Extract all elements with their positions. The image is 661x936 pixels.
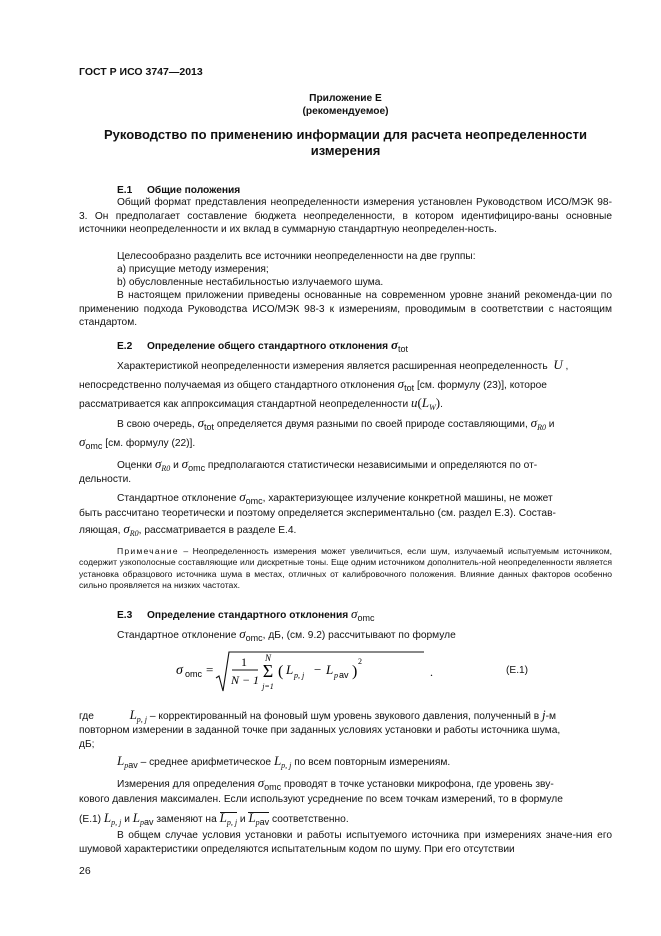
section-e3-heading — [117, 607, 612, 626]
doc-title — [79, 127, 612, 159]
text: Стандартное отклонение — [117, 493, 237, 504]
note-text: – Неопределенность измерения может увеличиться, если шум, излучаемый испытуемым источником, содержит узкополосные составляющие или дискретные тоны. Еще одним источником дополнитель-ной неопределенности является установка образцового источника шума в местах, отличных от калибровочного положения. Влияние данных факторов особенно сильно проявляется на низких частотах. — [79, 546, 612, 591]
symbol-L: L — [117, 753, 125, 768]
section-title: Определение стандартного отклонения — [147, 610, 349, 621]
section-number: Е.3 — [117, 610, 133, 621]
e3-paragraph-2-line1 — [79, 776, 612, 795]
e3-paragraph-2-line2: кового давления максимален. Если используют усреднение по всем точкам измерений, то в формуле — [79, 794, 563, 805]
subscript-W: W — [429, 403, 436, 412]
subscript-R0: R0 — [129, 529, 139, 538]
svg-text:−: − — [314, 662, 322, 677]
text: (Е.1) — [79, 814, 102, 825]
subscript-R0: R0 — [537, 423, 546, 432]
doc-title-line1: Руководство по применению информации для расчета неопределенности — [103, 127, 587, 142]
subscript-omc: omc — [85, 441, 103, 451]
e1-paragraph-2: Целесообразно разделить все источники неопределенности на две группы: — [117, 251, 476, 262]
mean-definition — [79, 754, 612, 773]
subscript-omc: omc — [357, 613, 375, 623]
sigma-symbol: σ — [197, 415, 205, 430]
formula-e1 — [176, 652, 476, 692]
annex-status: (рекомендуемое) — [302, 106, 389, 117]
subscript-av: av — [144, 817, 154, 827]
text: В свою очередь, — [117, 419, 195, 430]
text: и — [124, 814, 130, 825]
symbol-j: j — [542, 707, 546, 722]
subscript-av: av — [128, 760, 138, 770]
subscript-tot: tot — [404, 383, 415, 393]
text: соответственно. — [272, 814, 349, 825]
svg-text:2: 2 — [358, 657, 362, 666]
section-number: Е.2 — [117, 341, 133, 352]
text: [см. формулу (23)], которое — [416, 380, 547, 391]
text: проводят в точке установки микрофона, где уровень зву- — [284, 779, 554, 790]
symbol-L: L — [219, 810, 227, 825]
subscript-p: p — [140, 818, 145, 827]
text: заменяют на — [156, 814, 217, 825]
sigma-symbol: σ — [397, 376, 405, 391]
sigma-symbol: σ — [257, 775, 265, 790]
e2-paragraph-3-line2: дельности. — [79, 474, 132, 485]
symbol-u: u — [410, 395, 418, 410]
text: , рассматривается в разделе Е.4. — [138, 525, 297, 536]
subscript-pj: p, j — [281, 761, 292, 770]
formula-subscript-pj: p, j — [294, 671, 305, 680]
text: [см. формулу (22)]. — [105, 438, 196, 449]
subscript-p: p — [124, 761, 129, 770]
text: и — [239, 814, 246, 825]
formula-L: L — [286, 662, 294, 677]
e2-paragraph-1-line3: рассматривается как аппроксимация стандартной неопределенности $u(L_W)$. — [79, 395, 443, 412]
text: определяется двумя разными по своей природе составляющими, — [216, 419, 528, 430]
svg-text:(: ( — [278, 663, 284, 680]
subscript-pj: p, j — [111, 818, 122, 827]
text: Стандартное отклонение — [117, 630, 237, 641]
subscript-av: av — [259, 817, 270, 827]
section-title: Определение общего стандартного отклонения — [147, 341, 389, 352]
subscript-pj: p, j — [226, 818, 238, 827]
document-header: ГОСТ Р ИСО 3747—2013 — [79, 66, 203, 78]
e2-paragraph-4-line3 — [79, 522, 612, 541]
text: Оценки — [117, 460, 153, 471]
doc-title-line2: измерения — [310, 143, 381, 158]
formula-sigma: σ — [176, 663, 183, 678]
formula-subscript-p: p — [334, 671, 338, 680]
e1-list-item-a: a) присущие методу измерения; — [117, 264, 269, 275]
subscript-omc: omc — [264, 782, 282, 792]
subscript-tot: tot — [204, 422, 215, 432]
subscript-p: p — [255, 818, 260, 827]
formula-L: L — [326, 662, 334, 677]
text: – корректированный на фоновый шум уровень звукового давления, полученный в — [149, 711, 540, 722]
e3-paragraph-3: В общем случае условия установки и работы испытуемого источника при измерениях значе-ния его шумовой характеристики определяются испытательным кодом по шуму. При его отсутствии — [79, 830, 612, 855]
e2-note — [79, 546, 612, 592]
fraction-numerator: 1 — [241, 655, 247, 669]
text: рассматривается как аппроксимация стандартной неопределенности — [79, 399, 409, 410]
text: и — [548, 419, 555, 430]
where-line3: дБ; — [79, 739, 95, 750]
e1-list-item-b: b) обусловленные нестабильностью излучаемого шума. — [117, 277, 384, 288]
e2-paragraph-4-line2: быть рассчитано теоретически и поэтому определяется экспериментально (см. раздел Е.3). Состав- — [79, 508, 556, 519]
sigma-symbol: σ — [123, 521, 130, 536]
formula-subscript-omc: omc — [185, 669, 203, 679]
formula-period: . — [430, 665, 433, 679]
svg-text:=: = — [206, 662, 214, 677]
text: и — [173, 460, 179, 471]
sum-lower-limit: j=1 — [262, 682, 274, 691]
annex-title: Приложение Е — [309, 93, 382, 104]
symbol-L: L — [103, 810, 112, 825]
subscript-pj: p, j — [136, 715, 148, 724]
sigma-symbol: σ — [239, 489, 246, 504]
sigma-symbol: σ — [351, 606, 358, 621]
e2-paragraph-1-line2 — [79, 377, 612, 396]
svg-text:): ) — [352, 663, 358, 680]
formula-subscript-av: av — [339, 670, 349, 680]
subscript-omc: omc — [245, 633, 263, 643]
e2-paragraph-1-line1: Характеристикой неопределенности измерения является расширенная неопределенность U , — [117, 357, 569, 372]
e2-paragraph-2-line2 — [79, 435, 612, 454]
e1-paragraph-1: Общий формат представления неопределенности измерения установлен Руководством ИСО/МЭК 98-3. Он предполагает составление бюджета неопределенности, в котором идентифициро-ваны основные источники неопределенности и их вклад в суммарную стандартную неопределен-ность. — [79, 197, 612, 235]
symbol-L: L — [132, 810, 141, 825]
text: где — [79, 711, 94, 722]
text: Характеристикой неопределенности измерения является расширенная неопределенность — [117, 361, 548, 372]
equation-number: (Е.1) — [506, 665, 529, 676]
e3-paragraph-1 — [79, 627, 612, 646]
text: -м — [545, 711, 557, 722]
sigma-symbol: σ — [181, 456, 189, 471]
subscript-omc: omc — [245, 496, 263, 506]
where-line2: повторном измерении в заданной точке при заданных условиях установки и работы источника шума, — [79, 725, 561, 736]
sigma-symbol: σ — [239, 626, 246, 641]
e2-paragraph-2-line1 — [79, 416, 612, 435]
section-e2-heading — [117, 338, 612, 357]
fraction-denominator: N − 1 — [230, 673, 260, 687]
sum-upper-limit: N — [264, 653, 272, 663]
sigma-symbol: σ — [154, 456, 162, 471]
section-title: Общие положения — [147, 185, 241, 196]
symbol-L: L — [421, 395, 430, 410]
page-number: 26 — [79, 865, 91, 877]
text: , дБ, (см. 9.2) рассчитывают по формуле — [262, 630, 456, 641]
e2-paragraph-4-line1 — [79, 490, 612, 509]
text: по всем повторным измерениям. — [294, 757, 451, 768]
sigma-symbol: σ — [530, 415, 538, 430]
e1-paragraph-3: В настоящем приложении приведены основанные на современном уровне знаний рекоменда-ции по применению подхода Руководства ИСО/МЭК 98-3 к измерениям, проводимым в соответствии с настоящим стандартом. — [79, 290, 612, 328]
text: ляющая, — [79, 525, 121, 536]
symbol-L: L — [248, 810, 256, 825]
sum-symbol: Σ — [262, 661, 274, 681]
e3-paragraph-2-line3 — [79, 811, 612, 830]
sigma-symbol: σ — [79, 434, 86, 449]
note-label: Примечание — [117, 546, 179, 556]
symbol-L: L — [129, 707, 137, 722]
section-number: Е.1 — [117, 185, 133, 196]
text: Измерения для определения — [117, 779, 255, 790]
symbol-U: U — [553, 357, 563, 372]
text: , характеризующее излучение конкретной машины, не может — [262, 493, 553, 504]
subscript-tot: tot — [397, 344, 408, 354]
symbol-L: L — [273, 753, 282, 768]
text: непосредственно получаемая из общего стандартного отклонения — [79, 380, 395, 391]
subscript-omc: omc — [188, 463, 206, 473]
text: предполагаются статистически независимыми и определяются по от- — [207, 460, 538, 471]
subscript-R0: R0 — [161, 464, 171, 473]
text: – среднее арифметическое — [140, 757, 272, 768]
sigma-symbol: σ — [390, 337, 398, 352]
